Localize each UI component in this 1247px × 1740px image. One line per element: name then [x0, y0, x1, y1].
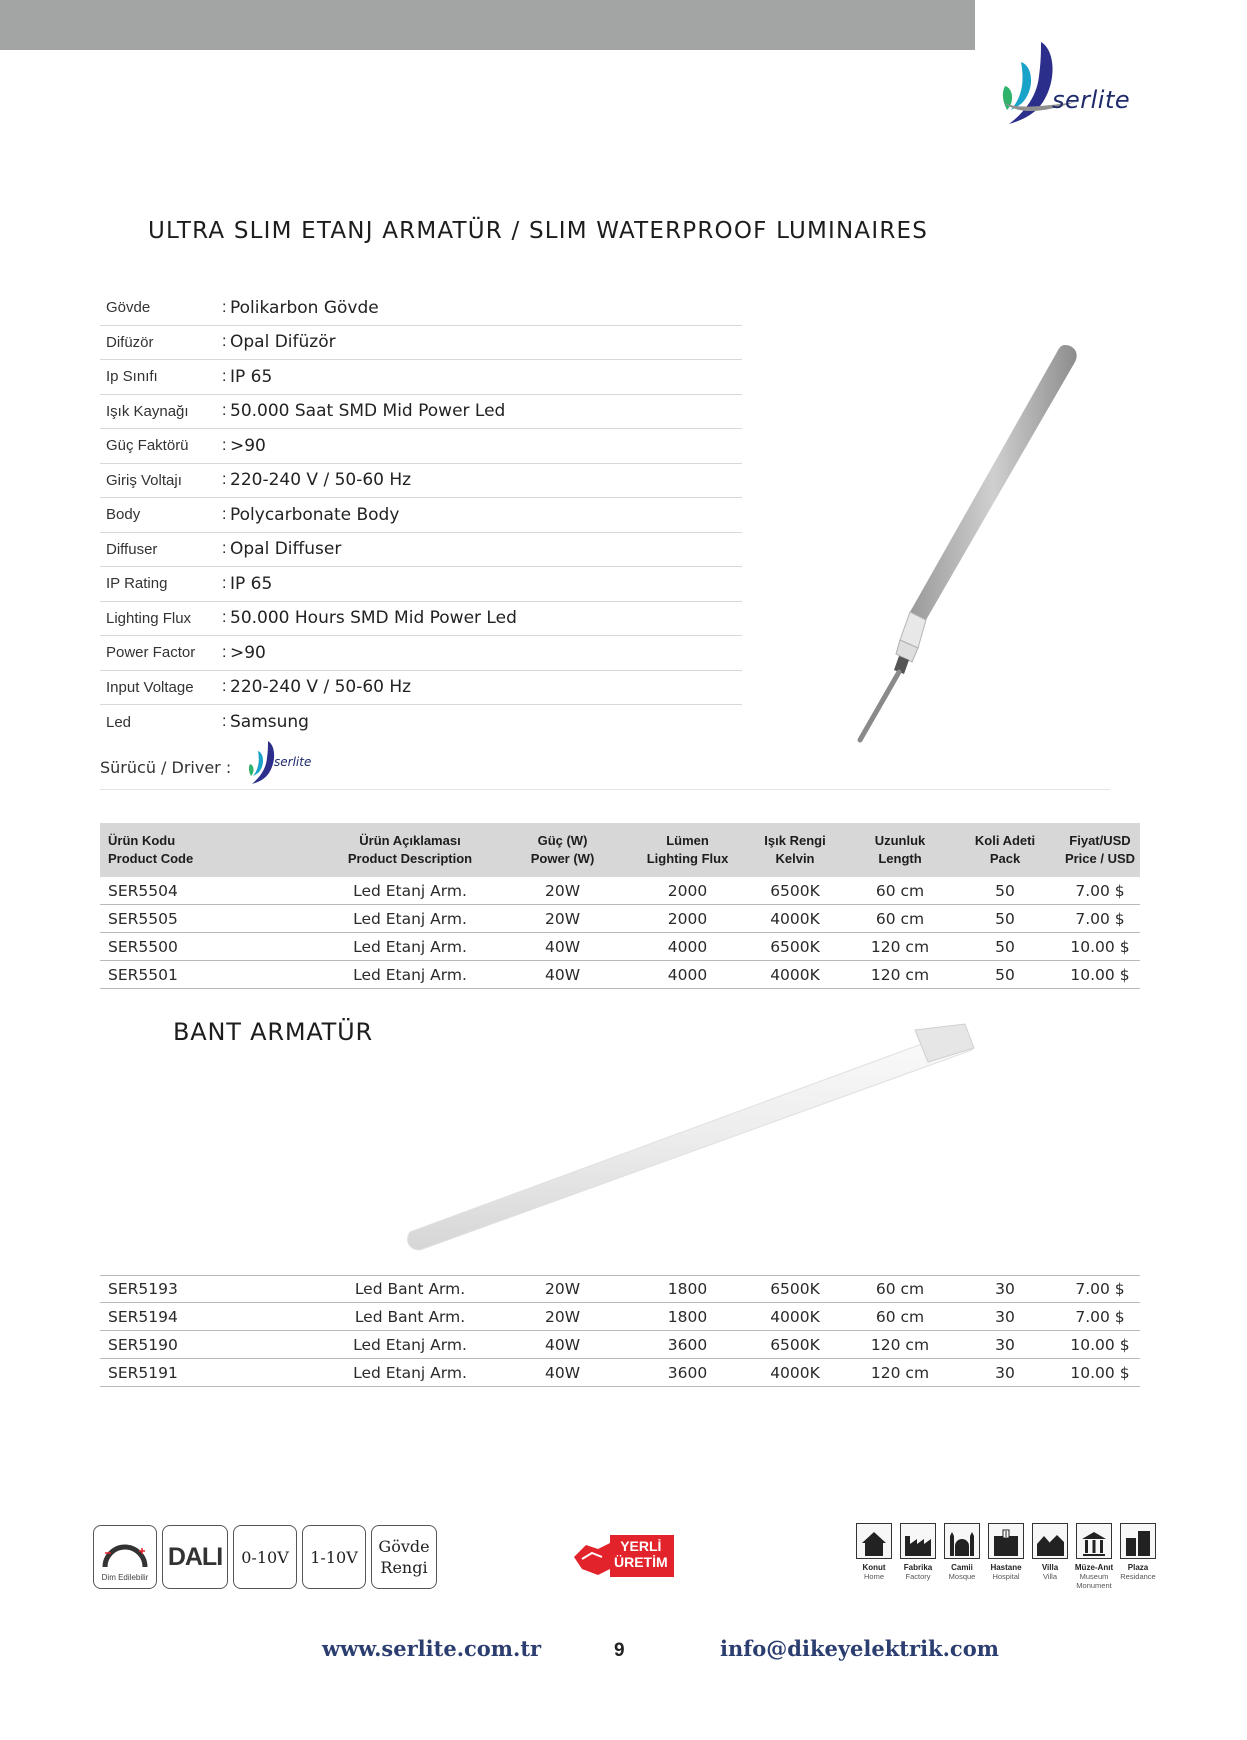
cell-price: 7.00 $ — [1075, 1280, 1125, 1298]
table-row — [100, 961, 1140, 989]
yerli-line1: YERLİ — [620, 1538, 662, 1554]
header-tr: Lümen — [666, 833, 709, 848]
usage-name: Camii — [951, 1563, 973, 1572]
usage-sub: Factory — [905, 1572, 931, 1581]
cell-code: SER5194 — [108, 1308, 178, 1326]
spec-label: Giriş Voltajı — [106, 471, 182, 489]
table-header — [100, 823, 1140, 877]
spec-value: Opal Difüzör — [230, 332, 336, 353]
usage-sub: Residance — [1120, 1572, 1156, 1581]
spec-row — [100, 671, 742, 706]
spec-label: Diffuser — [106, 540, 158, 558]
driver-logo — [240, 740, 325, 786]
home-icon — [856, 1523, 892, 1559]
spec-label: IP Rating — [106, 575, 168, 593]
slim-luminaire-image — [830, 290, 1170, 750]
spec-label: Ip Sınıfı — [106, 368, 158, 386]
cell-lumen: 1800 — [667, 1308, 708, 1326]
spec-row — [100, 429, 742, 464]
cell-code: SER5501 — [108, 966, 178, 984]
header-cell — [1060, 823, 1140, 877]
cell-lumen: 4000 — [667, 966, 708, 984]
header-tr: Ürün Açıklaması — [359, 833, 461, 848]
cell-length: 60 cm — [875, 1280, 925, 1298]
usage-areas — [852, 1523, 1160, 1590]
header-cell — [740, 823, 850, 877]
spec-colon: : — [222, 436, 227, 454]
table-row — [100, 1275, 1140, 1303]
spec-row — [100, 567, 742, 602]
cell-power: 40W — [544, 1336, 581, 1354]
spec-value: >90 — [230, 642, 266, 663]
spec-value: Opal Diffuser — [230, 539, 342, 560]
usage-factory — [896, 1523, 940, 1590]
1-10v-badge: 1-10V — [302, 1525, 366, 1589]
spec-label: Power Factor — [106, 644, 196, 662]
spec-colon: : — [222, 713, 227, 731]
cell-length: 120 cm — [870, 938, 930, 956]
cell-pack: 30 — [995, 1308, 1015, 1326]
cell-pack: 50 — [995, 938, 1015, 956]
cell-code: SER5505 — [108, 910, 178, 928]
dimmable-label: Dim Edilebilir — [101, 1573, 149, 1582]
serlite-logo — [985, 40, 1150, 130]
table-row — [100, 1359, 1140, 1387]
spec-label: Led — [106, 713, 132, 731]
spec-row — [100, 533, 742, 568]
spec-row — [100, 326, 742, 361]
cell-kelvin: 6500K — [770, 938, 820, 956]
spec-colon: : — [222, 540, 227, 558]
cell-lumen: 3600 — [667, 1336, 708, 1354]
spec-row — [100, 705, 742, 740]
spec-value: 50.000 Hours SMD Mid Power Led — [230, 608, 517, 629]
cell-price: 10.00 $ — [1070, 1336, 1130, 1354]
spec-label: Input Voltage — [106, 678, 194, 696]
header-cell — [490, 823, 635, 877]
spec-colon: : — [222, 402, 227, 420]
header-cell — [850, 823, 950, 877]
header-en: Length — [878, 851, 922, 866]
feature-badges — [93, 1525, 442, 1589]
serlite-logo-mark — [985, 40, 1150, 130]
top-bar — [0, 0, 975, 50]
product-table — [100, 823, 1140, 989]
cell-kelvin: 4000K — [770, 1308, 820, 1326]
usage-hospital — [984, 1523, 1028, 1590]
usage-sub: Museum Monument — [1076, 1572, 1112, 1590]
usage-name: Müze-Anıt — [1074, 1563, 1114, 1572]
cell-power: 40W — [544, 966, 581, 984]
0-10v-badge: 0-10V — [233, 1525, 297, 1589]
cell-length: 60 cm — [875, 910, 925, 928]
usage-home — [852, 1523, 896, 1590]
spec-value: 220-240 V / 50-60 Hz — [230, 470, 412, 491]
cell-kelvin: 6500K — [770, 882, 820, 900]
header-cell — [330, 823, 490, 877]
spec-label: Lighting Flux — [106, 609, 192, 627]
yerli-line2: ÜRETİM — [614, 1554, 668, 1570]
spec-row — [100, 395, 742, 430]
cell-price: 10.00 $ — [1070, 966, 1130, 984]
spec-colon: : — [222, 678, 227, 696]
cell-lumen: 3600 — [667, 1364, 708, 1382]
museum-icon — [1076, 1523, 1112, 1559]
cell-code: SER5191 — [108, 1364, 178, 1382]
cell-pack: 50 — [995, 910, 1015, 928]
cell-code: SER5190 — [108, 1336, 178, 1354]
cell-length: 120 cm — [870, 1364, 930, 1382]
spec-row — [100, 636, 742, 671]
header-cell — [635, 823, 740, 877]
plaza-icon — [1120, 1523, 1156, 1559]
cell-power: 40W — [544, 1364, 581, 1382]
spec-value: Polycarbonate Body — [230, 504, 400, 525]
usage-name: Fabrika — [903, 1563, 933, 1572]
spec-value: 50.000 Saat SMD Mid Power Led — [230, 401, 506, 422]
usage-name: Hastane — [990, 1563, 1022, 1572]
spec-row — [100, 498, 742, 533]
spec-colon: : — [222, 471, 227, 489]
cell-lumen: 4000 — [667, 938, 708, 956]
spec-colon: : — [222, 367, 227, 385]
header-tr: Işık Rengi — [764, 833, 826, 848]
body-color-badge — [371, 1525, 437, 1589]
spec-colon: : — [222, 609, 227, 627]
header-en: Lighting Flux — [646, 851, 729, 866]
cell-code: SER5500 — [108, 938, 178, 956]
local-production-badge — [572, 1535, 674, 1577]
cell-description: Led Etanj Arm. — [353, 882, 467, 900]
spec-value: 220-240 V / 50-60 Hz — [230, 677, 412, 698]
header-cell — [100, 823, 330, 877]
usage-name: Villa — [1041, 1563, 1059, 1572]
cell-pack: 30 — [995, 1280, 1015, 1298]
cell-pack: 50 — [995, 966, 1015, 984]
cell-pack: 30 — [995, 1336, 1015, 1354]
cell-description: Led Etanj Arm. — [353, 938, 467, 956]
cell-length: 60 cm — [875, 882, 925, 900]
spec-colon: : — [222, 298, 227, 316]
usage-sub: Mosque — [948, 1572, 976, 1581]
spec-row — [100, 360, 742, 395]
dimmer-icon — [99, 1537, 151, 1573]
header-tr: Koli Adeti — [974, 833, 1036, 848]
cell-description: Led Bant Arm. — [354, 1280, 466, 1298]
header-tr: Güç (W) — [537, 833, 588, 848]
usage-name: Plaza — [1127, 1563, 1149, 1572]
spec-value: Samsung — [230, 712, 309, 733]
usage-sub: Villa — [1042, 1572, 1058, 1581]
spec-label: Difüzör — [106, 333, 154, 351]
header-en: Pack — [989, 851, 1021, 866]
cell-length: 120 cm — [870, 1336, 930, 1354]
page-title: ULTRA SLIM ETANJ ARMATÜR / SLIM WATERPROOF LUMINAIRES — [148, 218, 929, 244]
cell-price: 7.00 $ — [1075, 882, 1125, 900]
header-tr: Fiyat/USD — [1069, 833, 1131, 848]
cell-price: 7.00 $ — [1075, 1308, 1125, 1326]
cell-power: 20W — [544, 1308, 581, 1326]
cell-kelvin: 6500K — [770, 1336, 820, 1354]
spec-row — [100, 464, 742, 499]
cell-power: 40W — [544, 938, 581, 956]
batten-luminaire-image — [260, 1010, 1020, 1255]
table-row — [100, 1331, 1140, 1359]
mosque-icon — [944, 1523, 980, 1559]
cell-kelvin: 6500K — [770, 1280, 820, 1298]
cell-length: 60 cm — [875, 1308, 925, 1326]
cell-pack: 30 — [995, 1364, 1015, 1382]
spec-label: Güç Faktörü — [106, 437, 189, 455]
header-tr: Uzunluk — [874, 833, 926, 848]
spec-colon: : — [222, 505, 227, 523]
cell-lumen: 2000 — [667, 882, 708, 900]
spec-value: Polikarbon Gövde — [230, 297, 379, 318]
header-en: Product Code — [108, 851, 194, 866]
spec-label: Işık Kaynağı — [106, 402, 189, 420]
cell-length: 120 cm — [870, 966, 930, 984]
cell-code: SER5504 — [108, 882, 178, 900]
cell-price: 10.00 $ — [1070, 938, 1130, 956]
spec-value: IP 65 — [230, 573, 273, 594]
usage-mosque — [940, 1523, 984, 1590]
cell-code: SER5193 — [108, 1280, 178, 1298]
header-en: Power (W) — [530, 851, 595, 866]
spec-value: >90 — [230, 435, 266, 456]
villa-icon — [1032, 1523, 1068, 1559]
usage-plaza — [1116, 1523, 1160, 1590]
cell-power: 20W — [544, 1280, 581, 1298]
cell-power: 20W — [544, 910, 581, 928]
table-row — [100, 933, 1140, 961]
cell-description: Led Etanj Arm. — [353, 1364, 467, 1382]
spec-list — [100, 291, 742, 740]
spec-row — [100, 602, 742, 637]
usage-sub: Home — [863, 1572, 884, 1581]
section-title: BANT ARMATÜR — [173, 1018, 373, 1046]
cell-kelvin: 4000K — [770, 1364, 820, 1382]
usage-museum — [1072, 1523, 1116, 1590]
cell-price: 10.00 $ — [1070, 1364, 1130, 1382]
cell-lumen: 2000 — [667, 910, 708, 928]
driver-label: Sürücü / Driver : — [100, 758, 232, 777]
body-color-line2: Rengi — [380, 1558, 428, 1577]
usage-villa — [1028, 1523, 1072, 1590]
cell-description: Led Etanj Arm. — [353, 966, 467, 984]
spec-label: Gövde — [106, 299, 151, 317]
spec-colon: : — [222, 333, 227, 351]
cell-description: Led Etanj Arm. — [353, 1336, 467, 1354]
cell-price: 7.00 $ — [1075, 910, 1125, 928]
spec-row — [100, 291, 742, 326]
spec-value: IP 65 — [230, 366, 273, 387]
website-link[interactable]: www.serlite.com.tr — [322, 1636, 542, 1661]
bant-product-table — [100, 1275, 1140, 1387]
header-tr: Ürün Kodu — [108, 833, 176, 848]
hospital-icon — [988, 1523, 1024, 1559]
table-row — [100, 905, 1140, 933]
cell-description: Led Bant Arm. — [354, 1308, 466, 1326]
cell-pack: 50 — [995, 882, 1015, 900]
usage-name: Konut — [862, 1563, 886, 1572]
email-link[interactable]: info@dikeyelektrik.com — [720, 1636, 999, 1661]
cell-description: Led Etanj Arm. — [353, 910, 467, 928]
spec-colon: : — [222, 643, 227, 661]
cell-lumen: 1800 — [667, 1280, 708, 1298]
page-number: 9 — [614, 1640, 625, 1661]
header-en: Kelvin — [775, 851, 815, 866]
header-en: Price / USD — [1064, 851, 1136, 866]
logo-text: serlite — [1052, 86, 1131, 114]
factory-icon — [900, 1523, 936, 1559]
table-row — [100, 877, 1140, 905]
header-en: Product Description — [347, 851, 473, 866]
cell-kelvin: 4000K — [770, 910, 820, 928]
spec-label: Body — [106, 506, 141, 524]
usage-sub: Hospital — [992, 1572, 1020, 1581]
cell-kelvin: 4000K — [770, 966, 820, 984]
table-row — [100, 1303, 1140, 1331]
spec-colon: : — [222, 574, 227, 592]
dali-badge: DALI — [162, 1525, 228, 1589]
local-production-text — [614, 1538, 668, 1570]
driver-logo-text: serlite — [274, 755, 312, 769]
header-cell — [950, 823, 1060, 877]
dimmable-badge — [93, 1525, 157, 1589]
body-color-line1: Gövde — [378, 1537, 430, 1556]
cell-power: 20W — [544, 882, 581, 900]
